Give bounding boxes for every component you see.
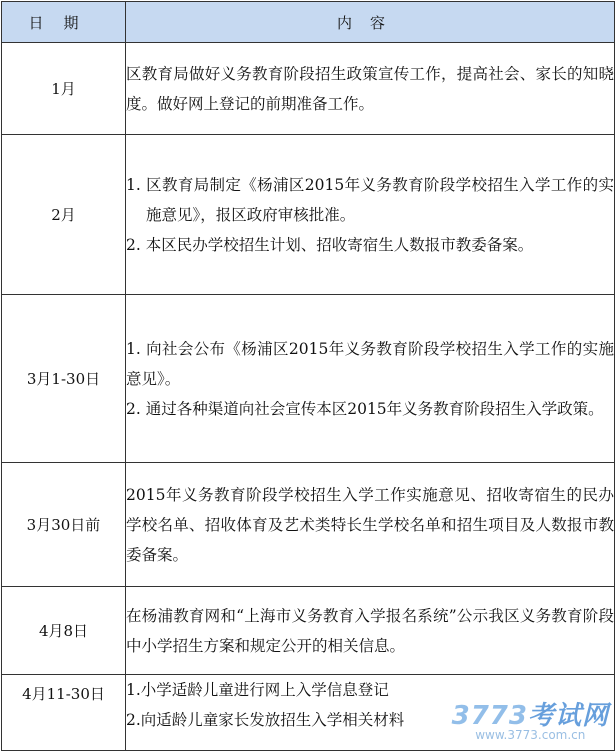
row-content <box>126 295 615 463</box>
table-row <box>2 587 615 675</box>
watermark-logo-main: 3773 <box>451 701 528 731</box>
row-text: 2015年义务教育阶段学校招生入学工作实施意见、招收寄宿生的民办学校名单、招收体育及艺术类特长生学校名单和招生项目及人数报市教委备案。 <box>126 485 614 564</box>
row-date: 2月 <box>2 135 126 295</box>
row-content <box>126 43 615 135</box>
row-item: 1. 区教育局制定《杨浦区2015年义务教育阶段学校招生入学工作的实施意见》，报区政府审核批准。 <box>126 175 614 224</box>
row-item: 2. 通过各种渠道向社会宣传本区2015年义务教育阶段招生入学政策。 <box>126 399 604 418</box>
table-row <box>2 295 615 463</box>
row-text: 在杨浦教育网和“上海市义务教育入学报名系统”公示我区义务教育阶段中小学招生方案和规定公开的相关信息。 <box>126 606 614 655</box>
row-date: 3月1-30日 <box>2 295 126 463</box>
row-date: 3月30日前 <box>2 463 126 587</box>
table-row <box>2 463 615 587</box>
row-item: 1. 向社会公布《杨浦区2015年义务教育阶段学校招生入学工作的实施意见》。 <box>126 339 614 388</box>
row-date: 4月11-30日 <box>2 675 126 751</box>
row-text: 区教育局做好义务教育阶段招生政策宣传工作，提高社会、家长的知晓度。做好网上登记的前期准备工作。 <box>126 64 614 113</box>
table-row <box>2 135 615 295</box>
row-date: 4月8日 <box>2 587 126 675</box>
row-item: 2.向适龄儿童家长发放招生入学相关材料 <box>126 711 405 729</box>
row-content <box>126 675 615 751</box>
table-row <box>2 675 615 751</box>
watermark-site: www.3773.com.cn <box>475 728 586 742</box>
table-header-row <box>2 2 615 43</box>
row-content <box>126 135 615 295</box>
row-content <box>126 587 615 675</box>
row-date: 1月 <box>2 43 126 135</box>
row-item: 1.小学适龄儿童进行网上入学信息登记 <box>126 681 389 699</box>
header-content: 内容 <box>126 2 615 43</box>
header-date: 日期 <box>2 2 126 43</box>
table-row <box>2 43 615 135</box>
row-content <box>126 463 615 587</box>
watermark-logo-suffix: 考试网 <box>527 701 609 731</box>
row-item: 2. 本区民办学校招生计划、招收寄宿生人数报市教委备案。 <box>126 235 534 254</box>
enrollment-schedule-table <box>1 1 615 751</box>
